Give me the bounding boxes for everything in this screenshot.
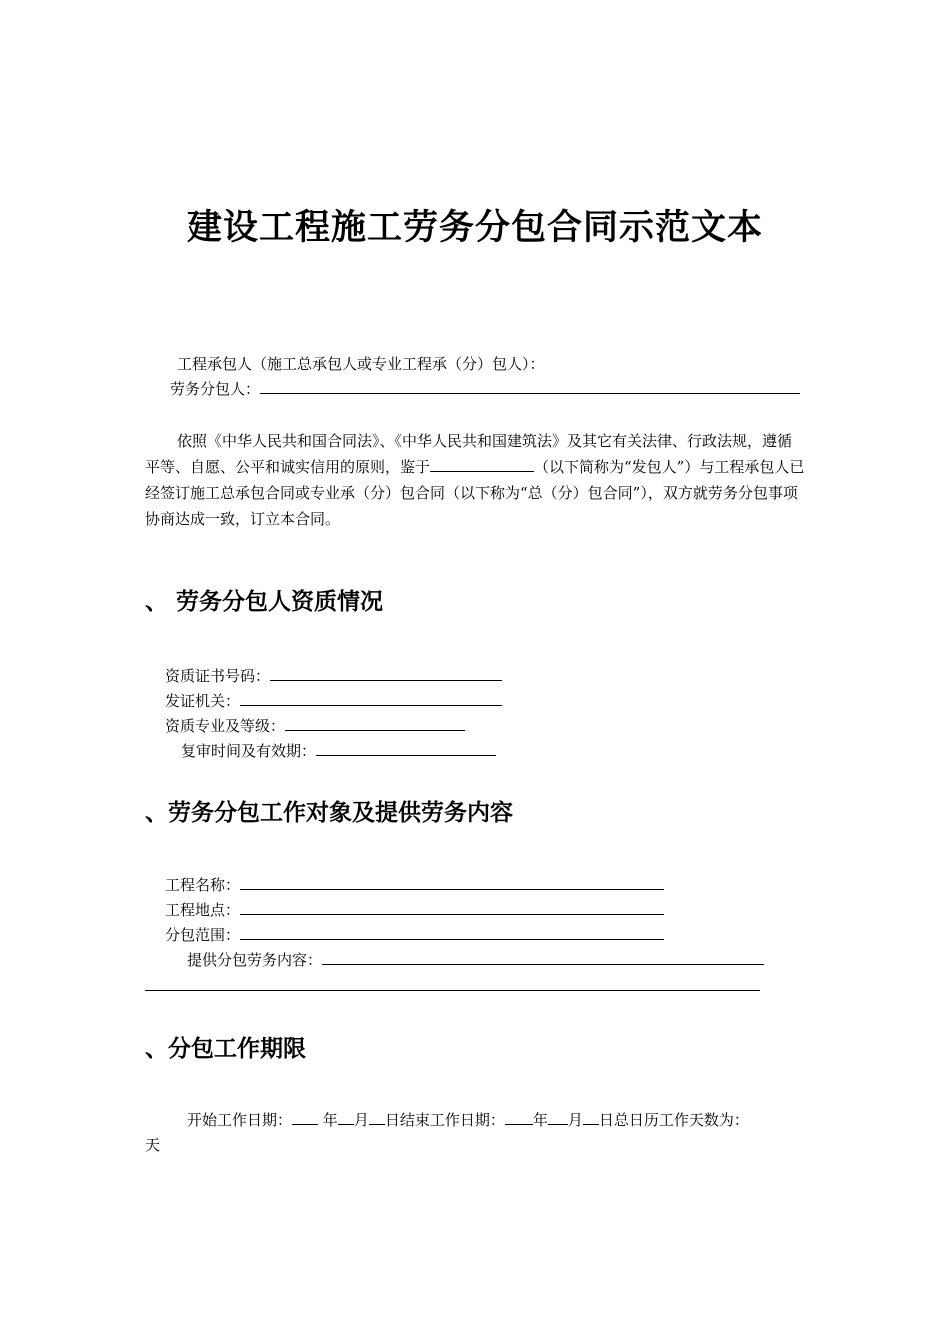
section1-heading: 、 劳务分包人资质情况 — [145, 588, 384, 615]
end-month-unit: 月 — [567, 1111, 583, 1129]
review-line — [181, 741, 496, 761]
subcontractor-blank[interactable] — [260, 379, 800, 394]
end-day-blank[interactable] — [583, 1110, 599, 1125]
start-day-blank[interactable] — [369, 1110, 385, 1125]
start-year-blank[interactable] — [292, 1110, 318, 1125]
end-year-unit: 年 — [532, 1111, 548, 1129]
project-name-blank[interactable] — [240, 875, 664, 890]
project-location-label: 工程地点： — [165, 901, 241, 919]
project-name-line — [165, 875, 664, 895]
start-month-blank[interactable] — [338, 1110, 354, 1125]
subcontractor-label: 劳务分包人： — [170, 380, 261, 398]
project-name-label: 工程名称： — [165, 876, 241, 894]
start-year-unit: 年 — [322, 1111, 338, 1129]
labor-content-line — [187, 950, 764, 970]
contractor-label: 工程承包人（施工总承包人或专业工程承（分）包人）： — [177, 355, 545, 373]
intro-paragraph — [145, 428, 805, 532]
period-line — [187, 1110, 749, 1130]
days-unit-line — [145, 1135, 160, 1155]
start-month-unit: 月 — [353, 1111, 369, 1129]
issuer-blank[interactable] — [240, 691, 502, 706]
employer-blank[interactable] — [430, 457, 534, 472]
start-date-label: 开始工作日期： — [187, 1111, 293, 1129]
project-location-blank[interactable] — [240, 900, 664, 915]
grade-blank[interactable] — [285, 716, 465, 731]
grade-label: 资质专业及等级： — [165, 717, 286, 735]
end-year-blank[interactable] — [505, 1110, 533, 1125]
end-date-label: 日结束工作日期： — [384, 1111, 505, 1129]
days-unit: 天 — [145, 1136, 161, 1154]
scope-label: 分包范围： — [165, 926, 241, 944]
section2-heading: 、劳务分包工作对象及提供劳务内容 — [145, 799, 513, 826]
document-title: 建设工程施工劳务分包合同示范文本 — [186, 207, 763, 248]
labor-content-blank[interactable] — [322, 950, 764, 965]
end-month-blank[interactable] — [548, 1110, 568, 1125]
total-days-label: 日总日历工作天数为： — [598, 1111, 749, 1129]
subcontractor-line — [170, 379, 800, 399]
issuer-line — [165, 691, 502, 711]
issuer-label: 发证机关： — [165, 692, 241, 710]
labor-content-label: 提供分包劳务内容： — [187, 951, 323, 969]
section3-heading: 、分包工作期限 — [145, 1035, 306, 1062]
review-blank[interactable] — [316, 741, 496, 756]
scope-line — [165, 925, 664, 945]
grade-line — [165, 716, 465, 736]
scope-blank[interactable] — [240, 925, 664, 940]
labor-content-continuation-blank[interactable] — [145, 990, 760, 991]
cert-no-line — [165, 666, 502, 686]
cert-no-label: 资质证书号码： — [165, 667, 271, 685]
cert-no-blank[interactable] — [270, 666, 502, 681]
review-label: 复审时间及有效期： — [181, 742, 317, 760]
intro-text-2: （以下简称为“发包人”）与工程承包人已经签订施工总承包合同或专业承（分）包合同（以下称为“总（分）包合同”），双方就劳务分包事项协商达成一致，订立本合同。 — [145, 458, 805, 528]
contractor-line — [177, 354, 545, 374]
intro-text-1: 依照《中华人民共和国合同法》、《中华人民共和国建筑法》及其它有关法律、行政法规，遵循平等、自愿、公平和诚实信用的原则，鉴于 — [145, 432, 793, 476]
project-location-line — [165, 900, 664, 920]
